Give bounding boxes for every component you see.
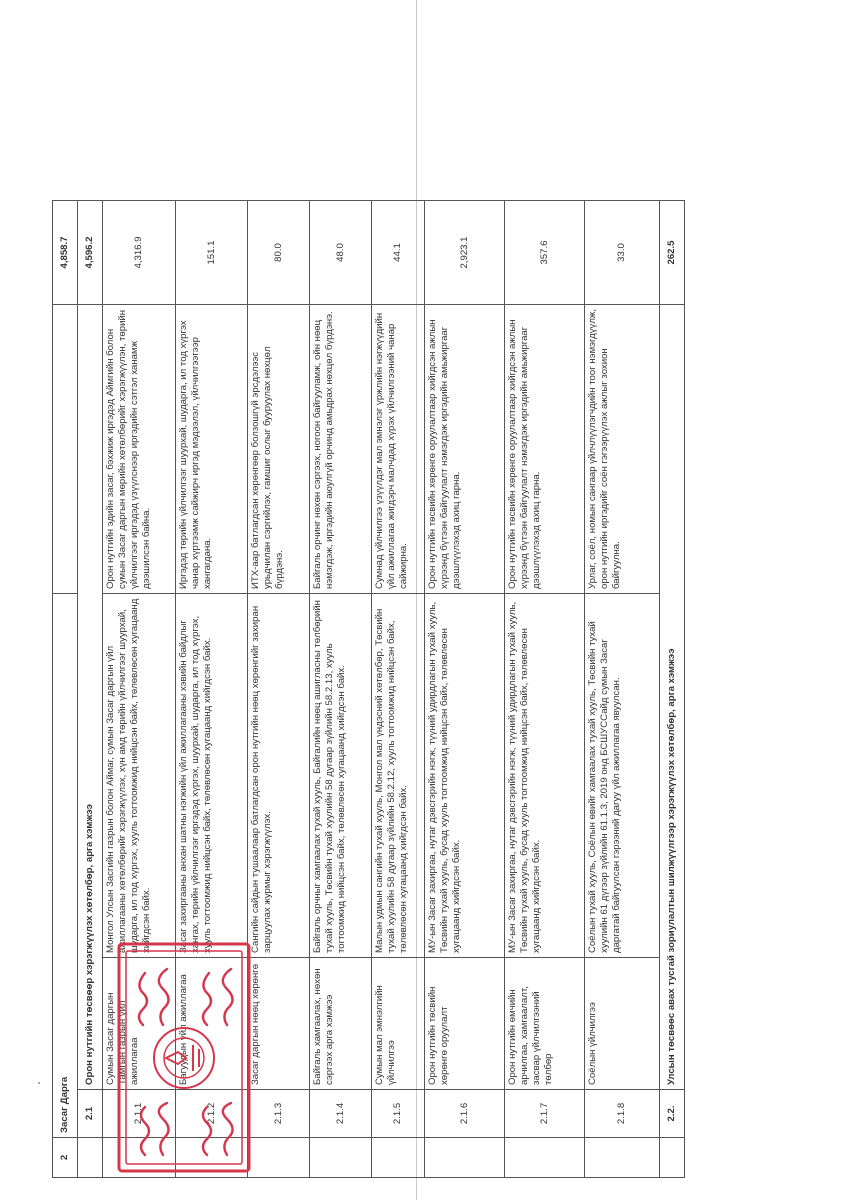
row-num: 2.1.2 [176, 1090, 248, 1138]
row-name: Орон нутгийн төсвийн хөрөнгө оруулалт [425, 958, 505, 1090]
row-result: Орон нутгийн төсвийн хөрөнгө оруулалтаар хийгдсэн ажлын хүрээнд бүтээн байгуулалт нэмэгдэж иргэдийн амьжиргааг дээшлүүлэхэд ахиц гарна. [505, 305, 585, 594]
row-legal: Малын удмын сангийн тухай хууль, Монгол мал үндэсний хөтөлбөр, Төсвийн тухай хуулийн 58 дугаар зүйлийн 58.2.12, хууль тогтоомжид нийцсэн байх, төлөвлөсөн хугацаанд хийгдсэн байх. [372, 594, 425, 958]
row-blank [248, 1138, 310, 1178]
row-num: 2.1.8 [585, 1090, 660, 1138]
row-value: 2,923.1 [425, 201, 505, 305]
section-row [78, 201, 103, 1178]
row-legal: Засаг захиргааны анхан шатны нэгжийн үйл ажиллагааны хэвийн байдлыг хангах, төрийн үйлчилгээг иргэдэд хүргэх, шуурхай, шударга, ил тод хүргэх, хууль тогтоомжид нийцсэн байх, төлөвлөсөн хугацаанд хийгдсэн байх. [176, 594, 248, 958]
row-name: Сумын Засаг даргын Тамгын газрын үйл ажиллагаа [103, 958, 176, 1090]
row-blank [425, 1138, 505, 1178]
row-blank [585, 1138, 660, 1178]
row-result: ИТХ-аар батлагдсан хөрөнгөөр болзошгүй эрсдэлээс урьдчилан сэргийлэх, гамшиг ослыг бууруулах нөхцөл бүрдэнэ. [248, 305, 310, 594]
total-value: 262.5 [660, 201, 685, 305]
row-value: 151.1 [176, 201, 248, 305]
row-blank [310, 1138, 372, 1178]
row-legal: МУ-ын Засаг захиргаа, нутаг дэвсгэрийн нэгж, түүний удирдлагын тухай хууль, Төсвийн тухай хууль, бусад хууль тогтоомжид нийцсэн байх, төлөвлөсөн хугацаанд хийгдсэн байх. [505, 594, 585, 958]
header-title: Засаг Дарга [53, 594, 78, 1138]
official-stamp [115, 940, 253, 1175]
row-value: 4,316.9 [103, 201, 176, 305]
row-legal: Сангийн сайдын тушаалаар батлагдсан орон нутгийн нөөц хөрөнгийг захиран зарцуулах журмыг хэрэгжүүлэх. [248, 594, 310, 958]
row-name: Байгаль хамгаалах, нөхөн сэргээх арга хэмжээ [310, 958, 372, 1090]
row-result: Орон нутгийн эдийн засаг, бэхжиж иргэдэд Аймгийн болон сумын Засаг даргын мөрийн хөтөлбөрийг хэрэгжүүлэн, төрийн үйлчилгээг иргэдэд үзүүлснээр иргэдийн сэтгэл ханамж дээшилсэн байна. [103, 305, 176, 594]
row-name: Соёлын үйлчилгээ [585, 958, 660, 1090]
row-result: Сумнад үйлчилгээ үзүүлдэг мал эмнэлэг үржлийн нэгжүүдийн үйл ажиллагаа жигдэрч малчдад хүрэх үйлчилгээний чанар сайжирна. [372, 305, 425, 594]
row-legal: МУ-ын Засаг захиргаа, нутаг дэвсгэрийн нэгж, түүний удирдлагын тухай хууль, Төсвийн тухай хууль, бусад хууль тогтоомжид нийцсэн байх, төлөвлөсөн хугацаанд хийгдсэн байх. [425, 594, 505, 958]
row-name: Засаг даргын нөөц хөрөнгө [248, 958, 310, 1090]
row-result: Урлаг, соёл, номын сангаар үйлчлүүлэгчдийн тоог нэмэгдүүлж, орон нутгийн иргэдийг соён гэгээрүүлэх ажлыг зохион байгуулна. [585, 305, 660, 594]
row-value: 80.0 [248, 201, 310, 305]
section-num: 2.1 [78, 1090, 103, 1138]
table-row [372, 201, 425, 1178]
table-row [310, 201, 372, 1178]
row-legal: Соёлын тухай хууль, Соёлын өвийг хамгаалах тухай хууль, Төсвийн тухай хуулийн 61 дүгээр зүйлийн 61.1.3, 2019 онд БСШУССайд сумын Засаг даргатай байгуулсан гэрээний дагуу үйл ажиллагаа явуулсан. [585, 594, 660, 958]
table-row [585, 201, 660, 1178]
row-value: 33.0 [585, 201, 660, 305]
row-legal: Монгол Улсын Засгийн газрын болон Аймаг, сумын Засаг даргын үйл ажиллагааны хөтөлбөрийг хэрэгжүүлэх, хүн амд төрийн үйлчилгээг шуурхай, шударга, ил тод хүргэх, хууль тогтоомжид нийцсэн байх, төлөвлөсөн хугацаанд хийгдсэн байх. [103, 594, 176, 958]
row-value: 44.1 [372, 201, 425, 305]
row-value: 357.6 [505, 201, 585, 305]
total-num: 2.2. [660, 1090, 685, 1138]
header-row [53, 201, 78, 1178]
header-result-cell [53, 305, 78, 594]
table-row [425, 201, 505, 1178]
row-blank [505, 1138, 585, 1178]
table-row [248, 201, 310, 1178]
row-num: 2.1.5 [372, 1090, 425, 1138]
row-legal: Байгаль орчныг хамгаалах тухай хууль, Байгалийн нөөц ашигласны төлбөрийн тухай хууль, Төсвийн тухай хуулийн 58 дугаар зүйлийн 58.2.13, хууль тогтоомжид нийцсэн байх, төлөвлөсөн хугацаанд хийгдсэн байх. [310, 594, 372, 958]
row-num: 2.1.3 [248, 1090, 310, 1138]
section-title: Орон нутгийн төсвөөр хэрэгжүүлэх хөтөлбөр, арга хэмжээ [78, 305, 103, 1090]
total-row [660, 201, 685, 1178]
section-blank [78, 1138, 103, 1178]
header-num: 2 [53, 1138, 78, 1178]
row-name: Багуудын үйл ажиллагаа [176, 958, 248, 1090]
row-result: Орон нутгийн төсвийн хөрөнгө оруулалтаар хийгдсэн ажлын хүрээнд бүтээн байгуулалт нэмэгдэж иргэдийн амьжиргааг дээшлүүлэхэд ахиц гарна. [425, 305, 505, 594]
row-name: Орон нутгийн өмчийн арчилгаа, хамгаалалт, засвар үйлчилгээний төлбөр [505, 958, 585, 1090]
row-name: Сумын мал эмнэлгийн үйлчилгээ [372, 958, 425, 1090]
row-num: 2.1.6 [425, 1090, 505, 1138]
row-num: 2.1.4 [310, 1090, 372, 1138]
row-num: 2.1.7 [505, 1090, 585, 1138]
table-row [505, 201, 585, 1178]
header-value: 4,858.7 [53, 201, 78, 305]
row-num: 2.1.1 [103, 1090, 176, 1138]
total-title: Улсын төсвөөс авах тусгай зориулалтын шилжүүлгээр хэрэгжүүлэх хөтөлбөр, арга хэмжээ [660, 305, 685, 1090]
row-value: 48.0 [310, 201, 372, 305]
row-blank [372, 1138, 425, 1178]
row-result: Иргэдэд төрийн үйлчилгээг шуурхай, шударга, ил тод хүргэх чанар хүртээмж сайжирч иргэд мэдээлэл, үйлчилгээгээр хангагдана. [176, 305, 248, 594]
total-blank [660, 1138, 685, 1178]
section-value: 4,596.2 [78, 201, 103, 305]
row-result: Байгаль орчинг нөхөн сэргээх, ногоон байгууламж, ойн нөөц нэмэгдэж, иргэдийн аюулгүй орчинд амьдрах нөхцөл бүрдэнэ. [310, 305, 372, 594]
